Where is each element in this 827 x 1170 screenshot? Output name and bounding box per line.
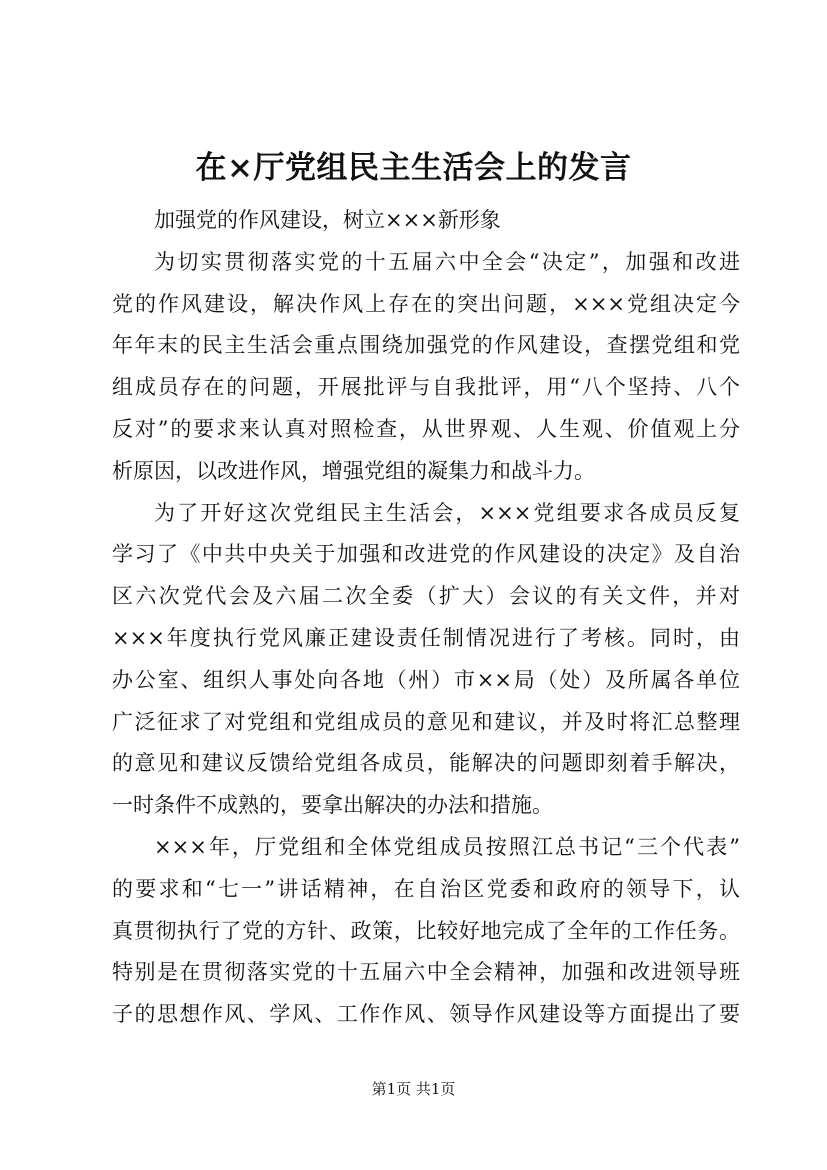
paragraph-line: 的要求和“七一”讲话精神，在自治区党委和政府的领导下，认 — [112, 876, 740, 901]
paragraph-line: 党的作风建设，解决作风上存在的突出问题，×××党组决定今 — [112, 291, 740, 316]
paragraph-line: 区六次党代会及六届二次全委（扩大）会议的有关文件，并对 — [112, 584, 740, 609]
paragraph-line: ×××年，厅党组和全体党组成员按照江总书记“三个代表” — [154, 834, 740, 859]
page-number-footer: 第1页 共1页 — [371, 1080, 456, 1098]
paragraph-line: 办公室、组织人事处向各地（州）市××局（处）及所属各单位 — [112, 667, 740, 692]
document-body — [112, 200, 740, 1036]
paragraph-line: 真贯彻执行了党的方针、政策，比较好地完成了全年的工作任务。 — [112, 918, 740, 943]
paragraph-line: 子的思想作风、学风、工作作风、领导作风建设等方面提出了要 — [112, 1002, 740, 1027]
document-title: 在×厅党组民主生活会上的发言 — [195, 150, 632, 186]
paragraph-line: 特别是在贯彻落实党的十五届六中全会精神，加强和改进领导班 — [112, 960, 740, 985]
paragraph-line: 年年末的民主生活会重点围绕加强党的作风建设，查摆党组和党 — [112, 333, 740, 358]
paragraph-line: 为切实贯彻落实党的十五届六中全会“决定”，加强和改进 — [154, 249, 740, 274]
paragraph-line: 广泛征求了对党组和党组成员的意见和建议，并及时将汇总整理 — [112, 709, 740, 734]
paragraph-line: 反对”的要求来认真对照检查，从世界观、人生观、价值观上分 — [112, 416, 740, 441]
paragraph-line: 学习了《中共中央关于加强和改进党的作风建设的决定》及自治 — [112, 542, 740, 567]
paragraph-line: 的意见和建议反馈给党组各成员，能解决的问题即刻着手解决， — [112, 751, 740, 776]
paragraph-line: 组成员存在的问题，开展批评与自我批评，用“八个坚持、八个 — [112, 375, 740, 400]
subtitle-line: 加强党的作风建设，树立×××新形象 — [154, 208, 501, 232]
paragraph-line: ×××年度执行党风廉正建设责任制情况进行了考核。同时，由 — [112, 625, 740, 650]
paragraph-line: 析原因，以改进作风，增强党组的凝集力和战斗力。 — [112, 458, 595, 483]
paragraph-line: 为了开好这次党组民主生活会，×××党组要求各成员反复 — [154, 500, 740, 525]
paragraph-line: 一时条件不成熟的，要拿出解决的办法和措施。 — [112, 793, 553, 818]
